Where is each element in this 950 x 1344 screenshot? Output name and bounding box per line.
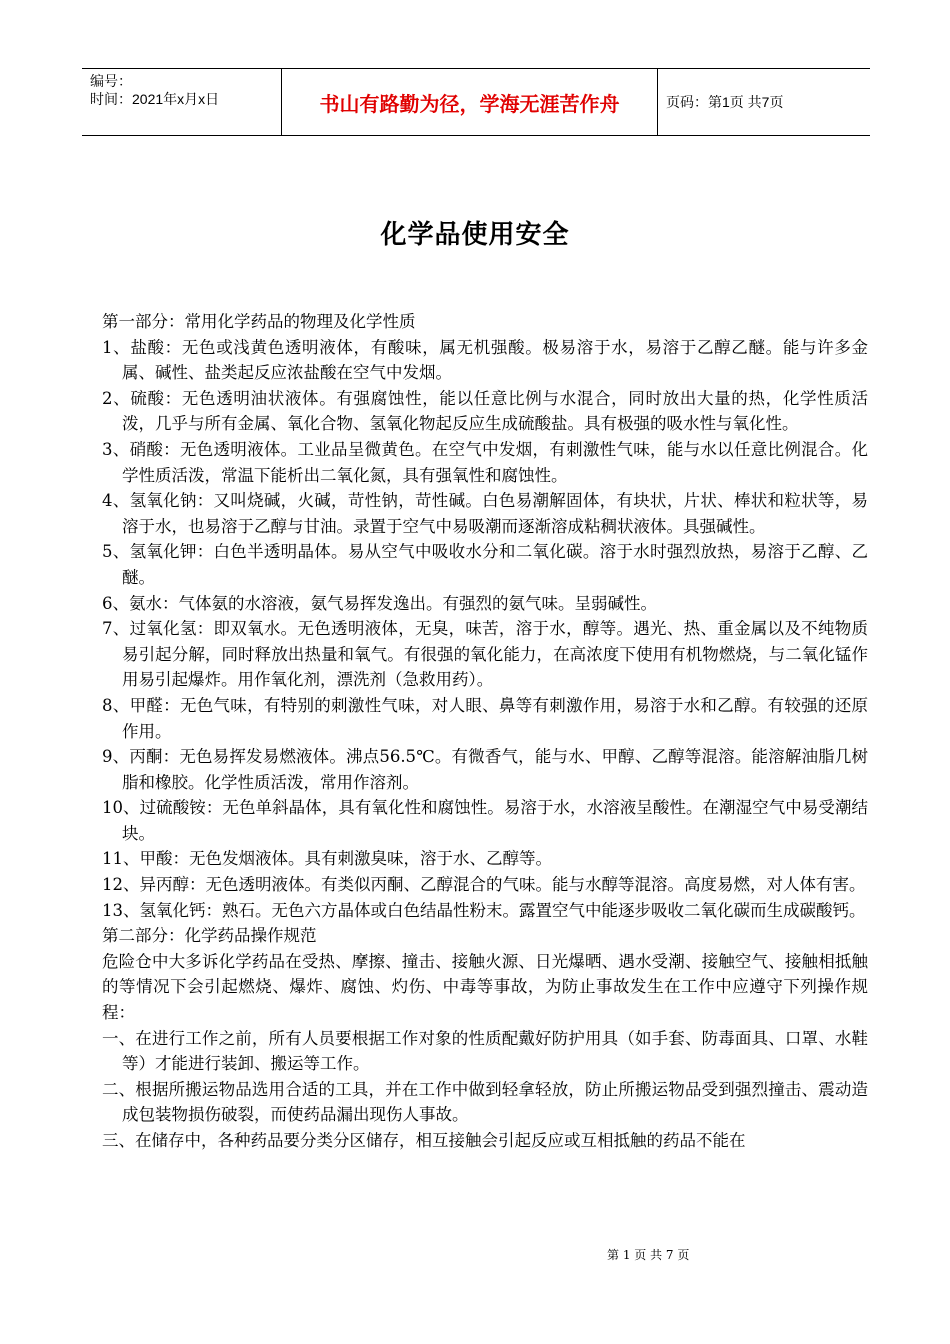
list-item: 5、氢氧化钾：白色半透明晶体。易从空气中吸收水分和二氧化碳。溶于水时强烈放热，易溶于乙醇、乙醚。 bbox=[102, 542, 868, 587]
list-item: 1、盐酸：无色或浅黄色透明液体，有酸味，属无机强酸。极易溶于水，易溶于乙醇乙醚。能与许多金属、碱性、盐类起反应浓盐酸在空气中发烟。 bbox=[102, 337, 868, 383]
list-item: 三、在储存中，各种药品要分类分区储存，相互接触会引起反应或互相抵触的药品不能在 bbox=[102, 1131, 746, 1150]
list-item: 8、甲醛：无色气味，有特别的刺激性气味，对人眼、鼻等有刺激作用，易溶于水和乙醇。有较强的还原作用。 bbox=[102, 695, 868, 741]
document-body bbox=[102, 309, 868, 1154]
list-item: 3、硝酸：无色透明液体。工业品呈微黄色。在空气中发烟，有刺激性气味，能与水以任意比例混合。化学性质活泼，常温下能析出二氧化氮，具有强氧性和腐蚀性。 bbox=[102, 439, 868, 485]
section-paragraph: 第二部分：化学药品操作规范 bbox=[102, 926, 317, 946]
footer-page-number: 第 1 页 共 7 页 bbox=[607, 1248, 690, 1262]
header-table bbox=[82, 68, 870, 136]
date-label: 时间：2021年x月x日 bbox=[90, 91, 220, 107]
list-item: 12、异丙醇：无色透明液体。有类似丙酮、乙醇混合的气味。能与水醇等混溶。高度易燃，对人体有害。 bbox=[102, 875, 866, 895]
list-item: 2、硫酸：无色透明油状液体。有强腐蚀性，能以任意比例与水混合，同时放出大量的热，化学性质活泼，几乎与所有金属、氧化合物、氢氧化物起反应生成硫酸盐。具有极强的吸水性与氧化性。 bbox=[102, 388, 868, 434]
document-title: 化学品使用安全 bbox=[380, 220, 570, 250]
list-item: 10、过硫酸铵：无色单斜晶体，具有氧化性和腐蚀性。易溶于水，水溶液呈酸性。在潮湿空气中易受潮结块。 bbox=[102, 798, 868, 843]
list-item: 7、过氧化氢：即双氧水。无色透明液体，无臭，味苦，溶于水，醇等。遇光、热、重金属以及不纯物质易引起分解，同时释放出热量和氧气。有很强的氧化能力，在高浓度下使用有机物燃烧，与二氧化锰作用易引起爆炸。用作氧化剂，漂洗剂（急救用药）。 bbox=[102, 619, 868, 690]
list-item: 一、在进行工作之前，所有人员要根据工作对象的性质配戴好防护用具（如手套、防毒面具、口罩、水鞋等）才能进行装卸、搬运等工作。 bbox=[102, 1028, 868, 1074]
page-indicator: 页码：第1页 共7页 bbox=[666, 94, 784, 110]
number-label: 编号： bbox=[90, 73, 132, 89]
motto: 书山有路勤为径，学海无涯苦作舟 bbox=[282, 69, 658, 135]
list-item: 4、氢氧化钠：又叫烧碱，火碱，苛性钠，苛性碱。白色易潮解固体，有块状，片状、棒状和粒状等，易溶于水，也易溶于乙醇与甘油。录置于空气中易吸潮而逐渐溶成粘稠状液体。具强碱性。 bbox=[102, 491, 868, 536]
list-item: 二、根据所搬运物品选用合适的工具，并在工作中做到轻拿轻放，防止所搬运物品受到强烈撞击、震动造成包装物损伤破裂，而使药品漏出现伤人事故。 bbox=[102, 1079, 868, 1125]
section-paragraph: 第一部分：常用化学药品的物理及化学性质 bbox=[102, 312, 416, 331]
list-item: 6、氨水：气体氨的水溶液，氨气易挥发逸出。有强烈的氨气味。呈弱碱性。 bbox=[102, 593, 657, 613]
header-left-cell bbox=[82, 69, 282, 135]
list-item: 11、甲酸：无色发烟液体。具有刺激臭味，溶于水、乙醇等。 bbox=[102, 849, 552, 869]
section-paragraph: 危险仓中大多诉化学药品在受热、摩擦、撞击、接触火源、日光爆晒、遇水受潮、接触空气、接触相抵触的等情况下会引起燃烧、爆炸、腐蚀、灼伤、中毒等事故，为防止事故发生在工作中应遵守下列操作规程： bbox=[102, 951, 868, 1023]
list-item: 9、丙酮：无色易挥发易燃液体。沸点56.5℃。有微香气，能与水、甲醇、乙醇等混溶。能溶解油脂几树脂和橡胶。化学性质活泼，常用作溶剂。 bbox=[102, 747, 868, 792]
list-item: 13、氢氧化钙：熟石。无色六方晶体或白色结晶性粉末。露置空气中能逐步吸收二氧化碳而生成碳酸钙。 bbox=[102, 900, 866, 920]
